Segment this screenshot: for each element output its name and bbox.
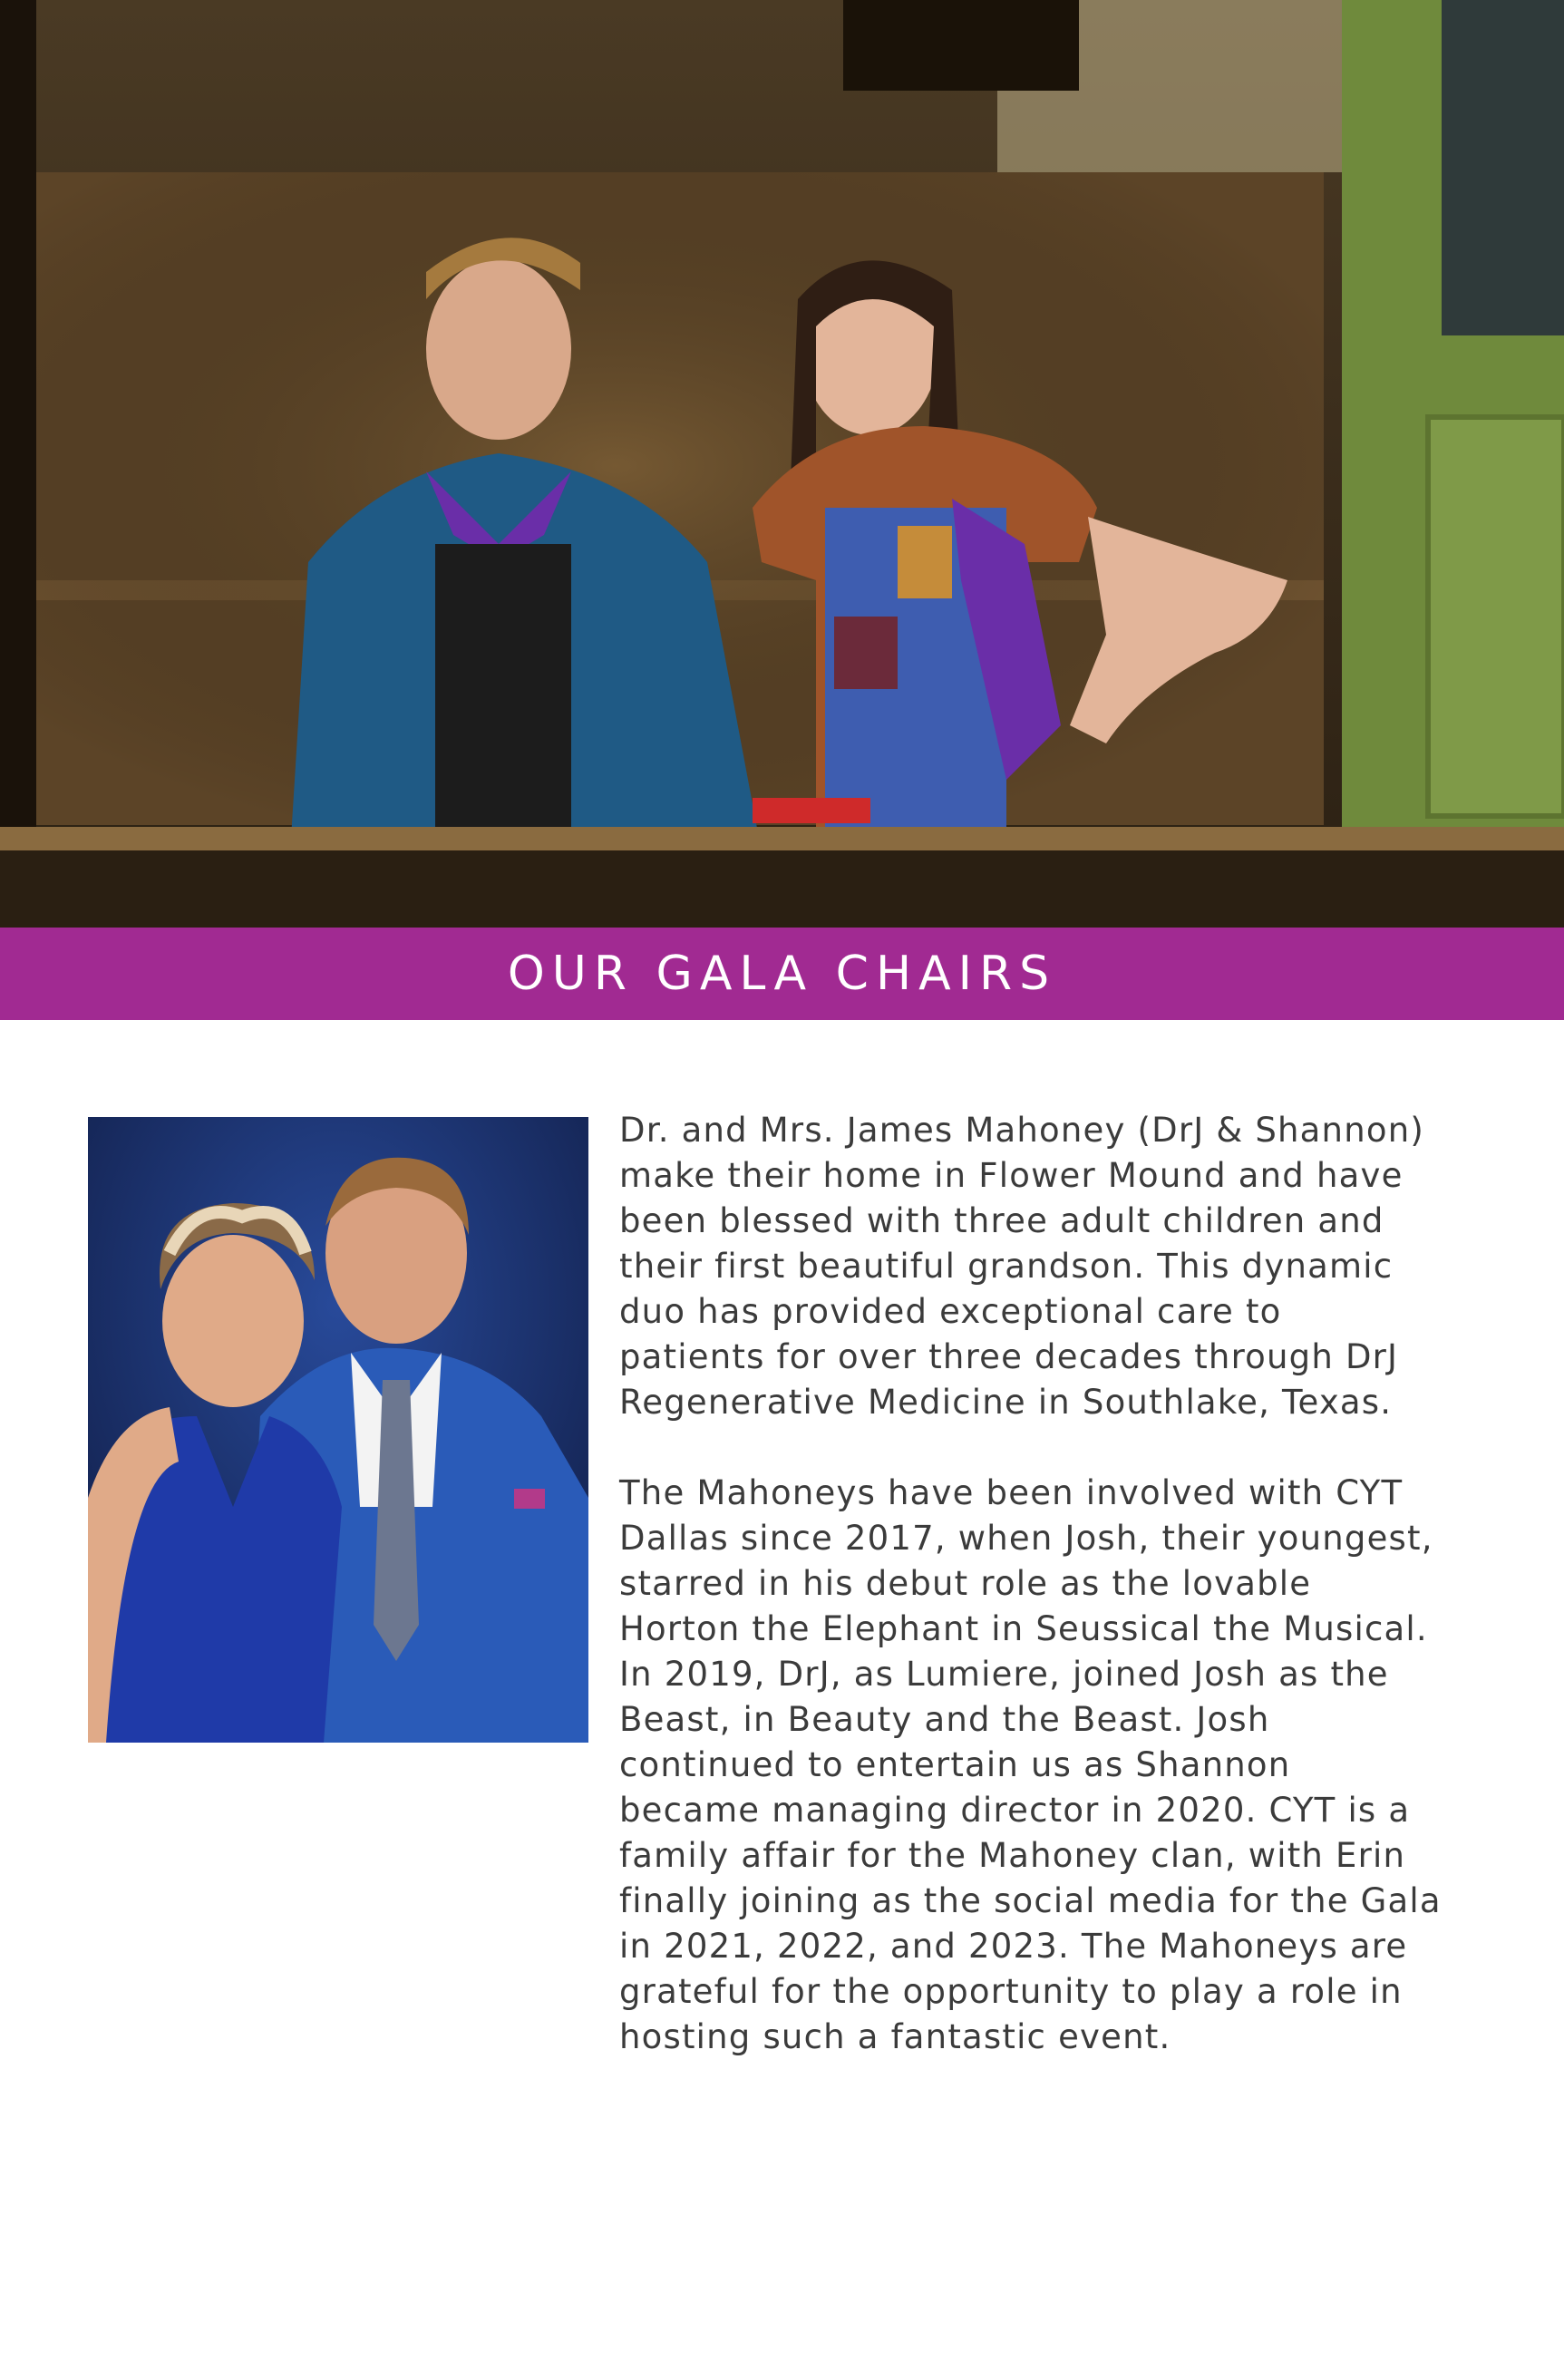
stage-performance-photo (0, 0, 1564, 928)
section-title: OUR GALA CHAIRS (507, 947, 1057, 1001)
section-banner (0, 928, 1564, 1020)
bio-line: The Mahoneys have been involved with CYT (619, 1473, 1404, 1512)
gala-chairs-bio (619, 1108, 1490, 2060)
bio-paragraph-1 (619, 1108, 1490, 1425)
bio-line: hosting such a fantastic event. (619, 2017, 1171, 2056)
gala-chairs-portrait-photo (88, 1117, 588, 1743)
paragraph-spacer (619, 1425, 1490, 1471)
bio-line: Beast, in Beauty and the Beast. Josh (619, 1700, 1270, 1739)
bio-line: grateful for the opportunity to play a role in (619, 1972, 1403, 2011)
bio-line: became managing director in 2020. CYT is a (619, 1791, 1411, 1830)
bio-line: their first beautiful grandson. This dynamic (619, 1247, 1394, 1286)
bio-line: continued to entertain us as Shannon (619, 1745, 1291, 1784)
bio-line: finally joining as the social media for the Gala (619, 1881, 1442, 1920)
bio-line: In 2019, DrJ, as Lumiere, joined Josh as the (619, 1655, 1389, 1694)
bio-line: in 2021, 2022, and 2023. The Mahoneys are (619, 1927, 1408, 1966)
bio-line: Dr. and Mrs. James Mahoney (DrJ & Shannon) (619, 1111, 1424, 1150)
bio-line: been blessed with three adult children and (619, 1201, 1384, 1240)
stage-photo-illustration (0, 0, 1564, 928)
bio-line: starred in his debut role as the lovable (619, 1564, 1312, 1603)
bio-line: patients for over three decades through DrJ (619, 1337, 1399, 1376)
bio-line: Regenerative Medicine in Southlake, Texas. (619, 1383, 1393, 1422)
chairs-photo-illustration (88, 1117, 588, 1743)
bio-line: make their home in Flower Mound and have (619, 1156, 1404, 1195)
bio-line: family affair for the Mahoney clan, with Erin (619, 1836, 1406, 1875)
bio-line: Horton the Elephant in Seussical the Musical. (619, 1609, 1428, 1648)
bio-line: Dallas since 2017, when Josh, their youngest, (619, 1519, 1433, 1558)
bio-paragraph-2 (619, 1471, 1490, 2060)
bio-line: duo has provided exceptional care to (619, 1292, 1282, 1331)
